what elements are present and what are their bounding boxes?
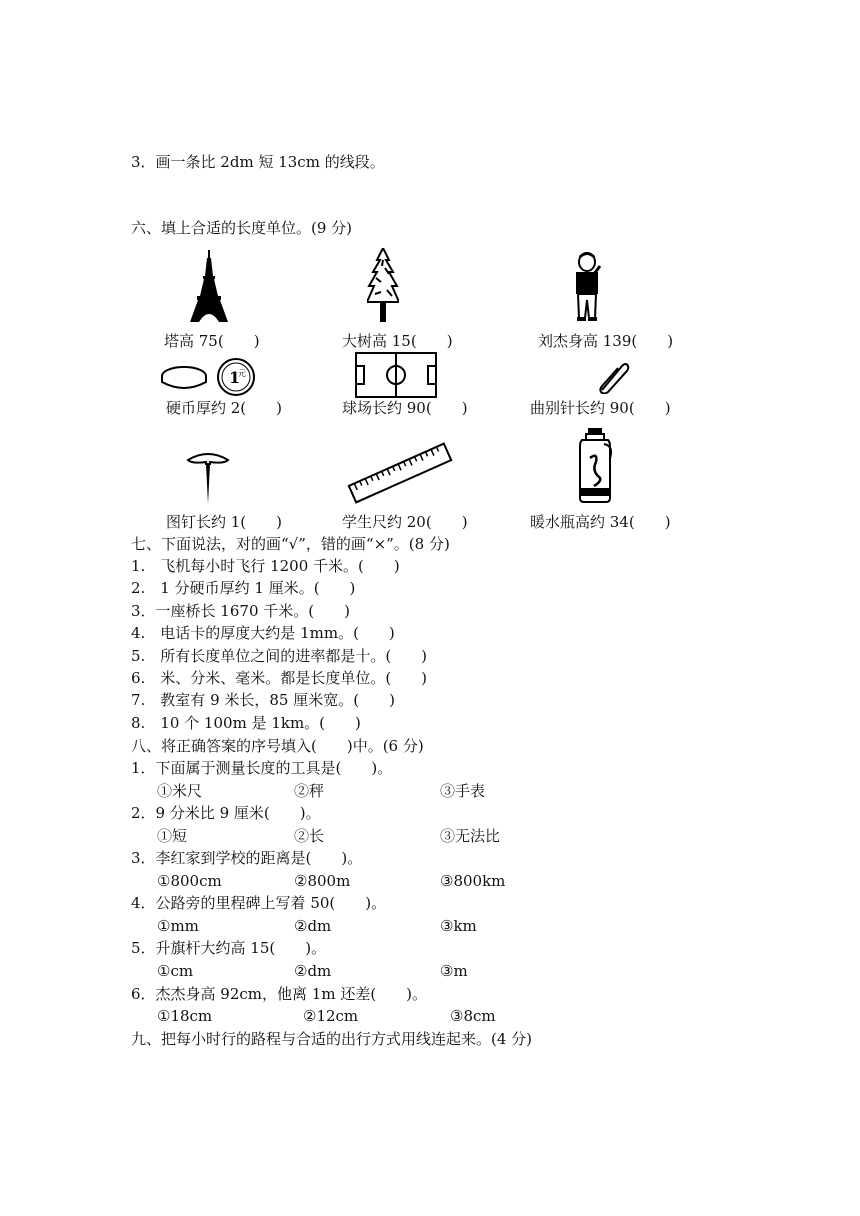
choice-option: ①mm xyxy=(157,917,199,935)
choice-option: ②长 xyxy=(294,827,325,845)
football-field-icon xyxy=(355,352,437,398)
judge-item-4: 4. 电话卡的厚度大约是 1mm。( ) xyxy=(131,624,395,642)
judge-item-6: 6. 米、分米、毫米。都是长度单位。( ) xyxy=(131,669,428,687)
svg-text:1: 1 xyxy=(229,368,241,387)
choice-option: ②12cm xyxy=(303,1007,359,1025)
coin-icon xyxy=(160,358,260,398)
ruler-icon xyxy=(346,440,454,506)
choice-question-6: 6．杰杰身高 92cm，他离 1m 还差( )。 xyxy=(131,985,428,1003)
choice-option: ③8cm xyxy=(450,1007,496,1025)
question-3: 3．画一条比 2dm 短 13cm 的线段。 xyxy=(131,153,385,171)
choice-question-1: 1．下面属于测量长度的工具是( )。 xyxy=(131,759,393,777)
item-tree-height: 大树高 15( ) xyxy=(342,332,453,350)
item-tower-height: 塔高 75( ) xyxy=(164,332,260,350)
judge-item-7: 7. 教室有 9 米长，85 厘米宽。( ) xyxy=(131,691,395,709)
thermos-icon xyxy=(576,428,614,504)
choice-option: ②秤 xyxy=(294,782,325,800)
item-thermos-height: 暖水瓶高约 34( ) xyxy=(530,513,671,531)
judge-item-2: 2. 1 分硬币厚约 1 厘米。( ) xyxy=(131,579,356,597)
choice-question-5: 5．升旗杆大约高 15( )。 xyxy=(131,939,327,957)
section-9-title: 九、把每小时行的路程与合适的出行方式用线连起来。(4 分) xyxy=(131,1030,533,1048)
choice-question-3: 3．李红家到学校的距离是( )。 xyxy=(131,849,363,867)
pushpin-icon xyxy=(186,448,230,506)
choice-option: ③手表 xyxy=(440,782,486,800)
tower-icon xyxy=(188,250,230,322)
choice-option: ②dm xyxy=(294,917,332,935)
paperclip-icon xyxy=(596,360,630,394)
item-coin-thickness: 硬币厚约 2( ) xyxy=(166,399,283,417)
tree-icon xyxy=(367,248,399,322)
section-7-title: 七、下面说法，对的画“√”，错的画“×”。(8 分) xyxy=(131,535,450,553)
choice-option: ①cm xyxy=(157,962,194,980)
item-pushpin-length: 图钉长约 1( ) xyxy=(166,513,283,531)
choice-question-4: 4．公路旁的里程碑上写着 50( )。 xyxy=(131,894,387,912)
judge-item-8: 8. 10 个 100m 是 1km。( ) xyxy=(131,714,361,732)
choice-option: ①短 xyxy=(157,827,188,845)
section-8-title: 八、将正确答案的序号填入( )中。(6 分) xyxy=(131,737,424,755)
choice-option: ②800m xyxy=(294,872,351,890)
choice-question-2: 2．9 分米比 9 厘米( )。 xyxy=(131,804,321,822)
choice-option: ①18cm xyxy=(157,1007,213,1025)
item-paperclip-length: 曲别针长约 90( ) xyxy=(530,399,671,417)
choice-option: ③km xyxy=(440,917,477,935)
choice-option: ③800km xyxy=(440,872,506,890)
choice-option: ②dm xyxy=(294,962,332,980)
choice-option: ③无法比 xyxy=(440,827,501,845)
item-liujie-height: 刘杰身高 139( ) xyxy=(538,332,674,350)
svg-text:元: 元 xyxy=(238,369,246,378)
choice-option: ①800cm xyxy=(157,872,222,890)
choice-option: ③m xyxy=(440,962,468,980)
section-6-title: 六、填上合适的长度单位。(9 分) xyxy=(131,219,353,237)
choice-option: ①米尺 xyxy=(157,782,203,800)
judge-item-3: 3．一座桥长 1670 千米。( ) xyxy=(131,602,350,620)
judge-item-5: 5. 所有长度单位之间的进率都是十。( ) xyxy=(131,647,428,665)
item-field-length: 球场长约 90( ) xyxy=(342,399,468,417)
boy-icon xyxy=(568,252,604,322)
judge-item-1: 1. 飞机每小时飞行 1200 千米。( ) xyxy=(131,557,400,575)
item-ruler-length: 学生尺约 20( ) xyxy=(342,513,468,531)
